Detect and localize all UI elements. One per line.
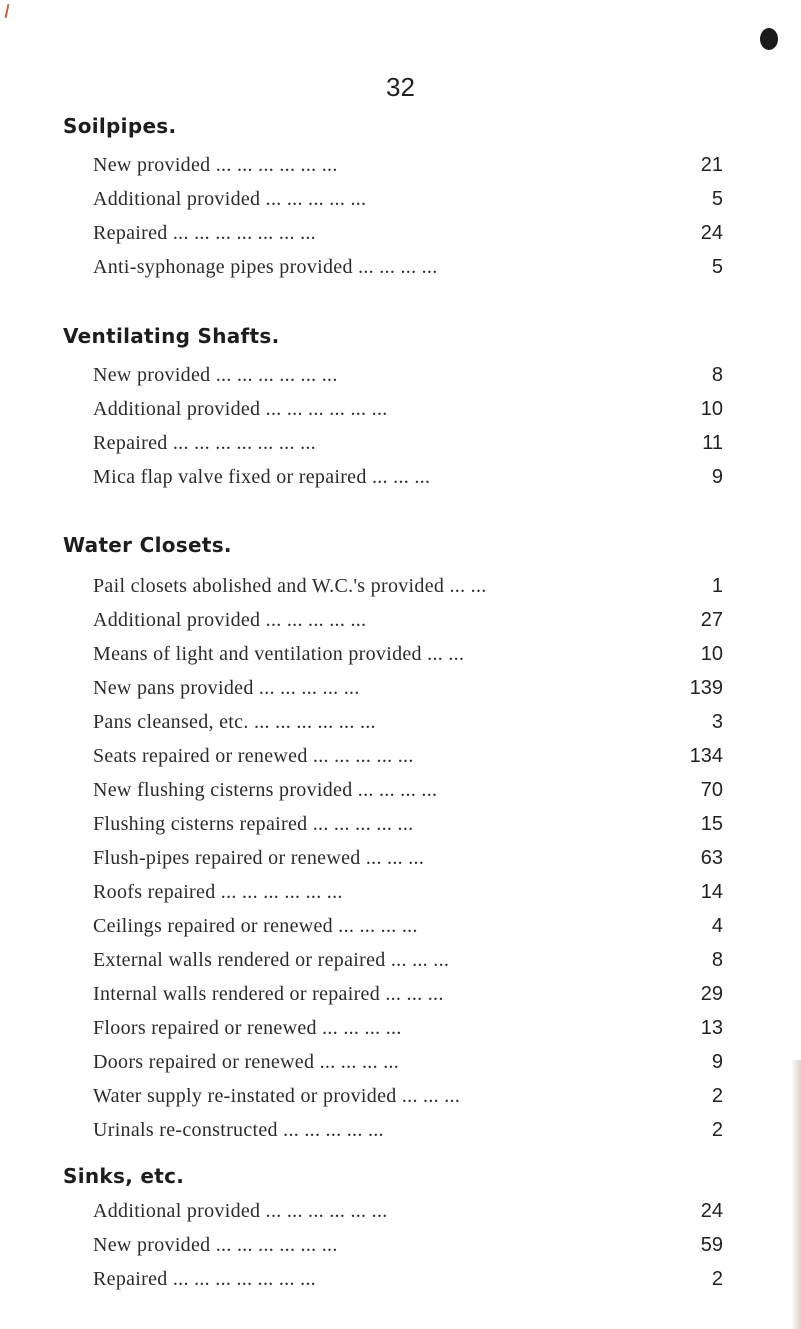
table-row [93,677,723,711]
row-value: 1 [711,575,723,597]
table-row [93,915,723,949]
table-row [93,154,723,188]
row-label: Repaired ... ... ... ... ... ... ... [93,1268,316,1290]
table-row [93,881,723,915]
row-label: Anti-syphonage pipes provided ... ... ... ... [93,256,438,278]
table-row [93,745,723,779]
row-label: Means of light and ventilation provided ... ... [93,643,465,665]
row-label: Internal walls rendered or repaired ... ... ... [93,983,444,1005]
row-label: Flush-pipes repaired or renewed ... ... ... [93,847,425,869]
row-label: New provided ... ... ... ... ... ... [93,364,338,386]
row-label: Additional provided ... ... ... ... ... [93,188,367,210]
row-label: Water supply re-instated or provided ... ... ... [93,1085,461,1107]
table-row [93,1119,723,1153]
table-row [93,575,723,609]
row-value: 9 [711,466,723,488]
table-row [93,1200,723,1234]
row-value: 21 [700,154,723,176]
row-label: New provided ... ... ... ... ... ... [93,154,338,176]
row-value: 2 [711,1085,723,1107]
section-heading: Sinks, etc. [63,1164,185,1188]
table-row [93,711,723,745]
row-label: Roofs repaired ... ... ... ... ... ... [93,881,343,903]
table-row [93,1234,723,1268]
row-value: 5 [711,188,723,210]
table-row [93,949,723,983]
table-row [93,432,723,466]
row-label: Floors repaired or renewed ... ... ... ... [93,1017,402,1039]
row-value: 27 [700,609,723,631]
row-value: 11 [702,432,723,454]
row-label: Ceilings repaired or renewed ... ... ... ... [93,915,418,937]
table-row [93,222,723,256]
section-heading: Water Closets. [63,533,232,557]
row-label: Additional provided ... ... ... ... ... [93,609,367,631]
table-row [93,813,723,847]
table-row [93,1017,723,1051]
row-value: 10 [700,398,723,420]
row-value: 8 [711,949,723,971]
table-row [93,398,723,432]
row-value: 2 [711,1119,723,1141]
row-label: New pans provided ... ... ... ... ... [93,677,360,699]
row-label: Mica flap valve fixed or repaired ... ... ... [93,466,431,488]
row-label: Repaired ... ... ... ... ... ... ... [93,432,316,454]
table-row [93,1051,723,1085]
table-row [93,609,723,643]
row-value: 24 [700,1200,723,1222]
row-value: 63 [700,847,723,869]
row-label: Doors repaired or renewed ... ... ... ... [93,1051,400,1073]
row-label: Pail closets abolished and W.C.'s provided ... ... [93,575,487,597]
row-label: Pans cleansed, etc. ... ... ... ... ... ... [93,711,376,733]
row-value: 5 [711,256,723,278]
row-value: 9 [711,1051,723,1073]
row-label: Additional provided ... ... ... ... ... ... [93,398,388,420]
row-value: 13 [700,1017,723,1039]
row-value: 4 [711,915,723,937]
row-value: 59 [700,1234,723,1256]
row-value: 139 [689,677,723,699]
table-row [93,1268,723,1302]
row-value: 2 [711,1268,723,1290]
ink-dot [760,28,778,50]
table-row [93,983,723,1017]
row-value: 134 [689,745,723,767]
row-value: 24 [700,222,723,244]
row-label: External walls rendered or repaired ... ... ... [93,949,450,971]
row-label: Seats repaired or renewed ... ... ... ... ... [93,745,414,767]
row-value: 8 [711,364,723,386]
row-label: Additional provided ... ... ... ... ... ... [93,1200,388,1222]
table-row [93,364,723,398]
row-value: 3 [711,711,723,733]
row-label: Urinals re-constructed ... ... ... ... ... [93,1119,384,1141]
row-value: 14 [700,881,723,903]
row-value: 29 [700,983,723,1005]
row-label: New provided ... ... ... ... ... ... [93,1234,338,1256]
section-heading: Ventilating Shafts. [63,324,280,348]
row-label: Repaired ... ... ... ... ... ... ... [93,222,316,244]
row-label: New flushing cisterns provided ... ... ... ... [93,779,438,801]
table-row [93,256,723,290]
page-edge-mark [5,4,10,18]
table-row [93,188,723,222]
table-row [93,779,723,813]
page-number: 32 [386,72,415,102]
table-row [93,1085,723,1119]
table-row [93,643,723,677]
page-edge-shadow [791,1060,801,1329]
table-row [93,466,723,500]
row-value: 70 [700,779,723,801]
row-value: 15 [700,813,723,835]
row-label: Flushing cisterns repaired ... ... ... ... ... [93,813,414,835]
table-row [93,847,723,881]
section-heading: Soilpipes. [63,114,177,138]
row-value: 10 [700,643,723,665]
